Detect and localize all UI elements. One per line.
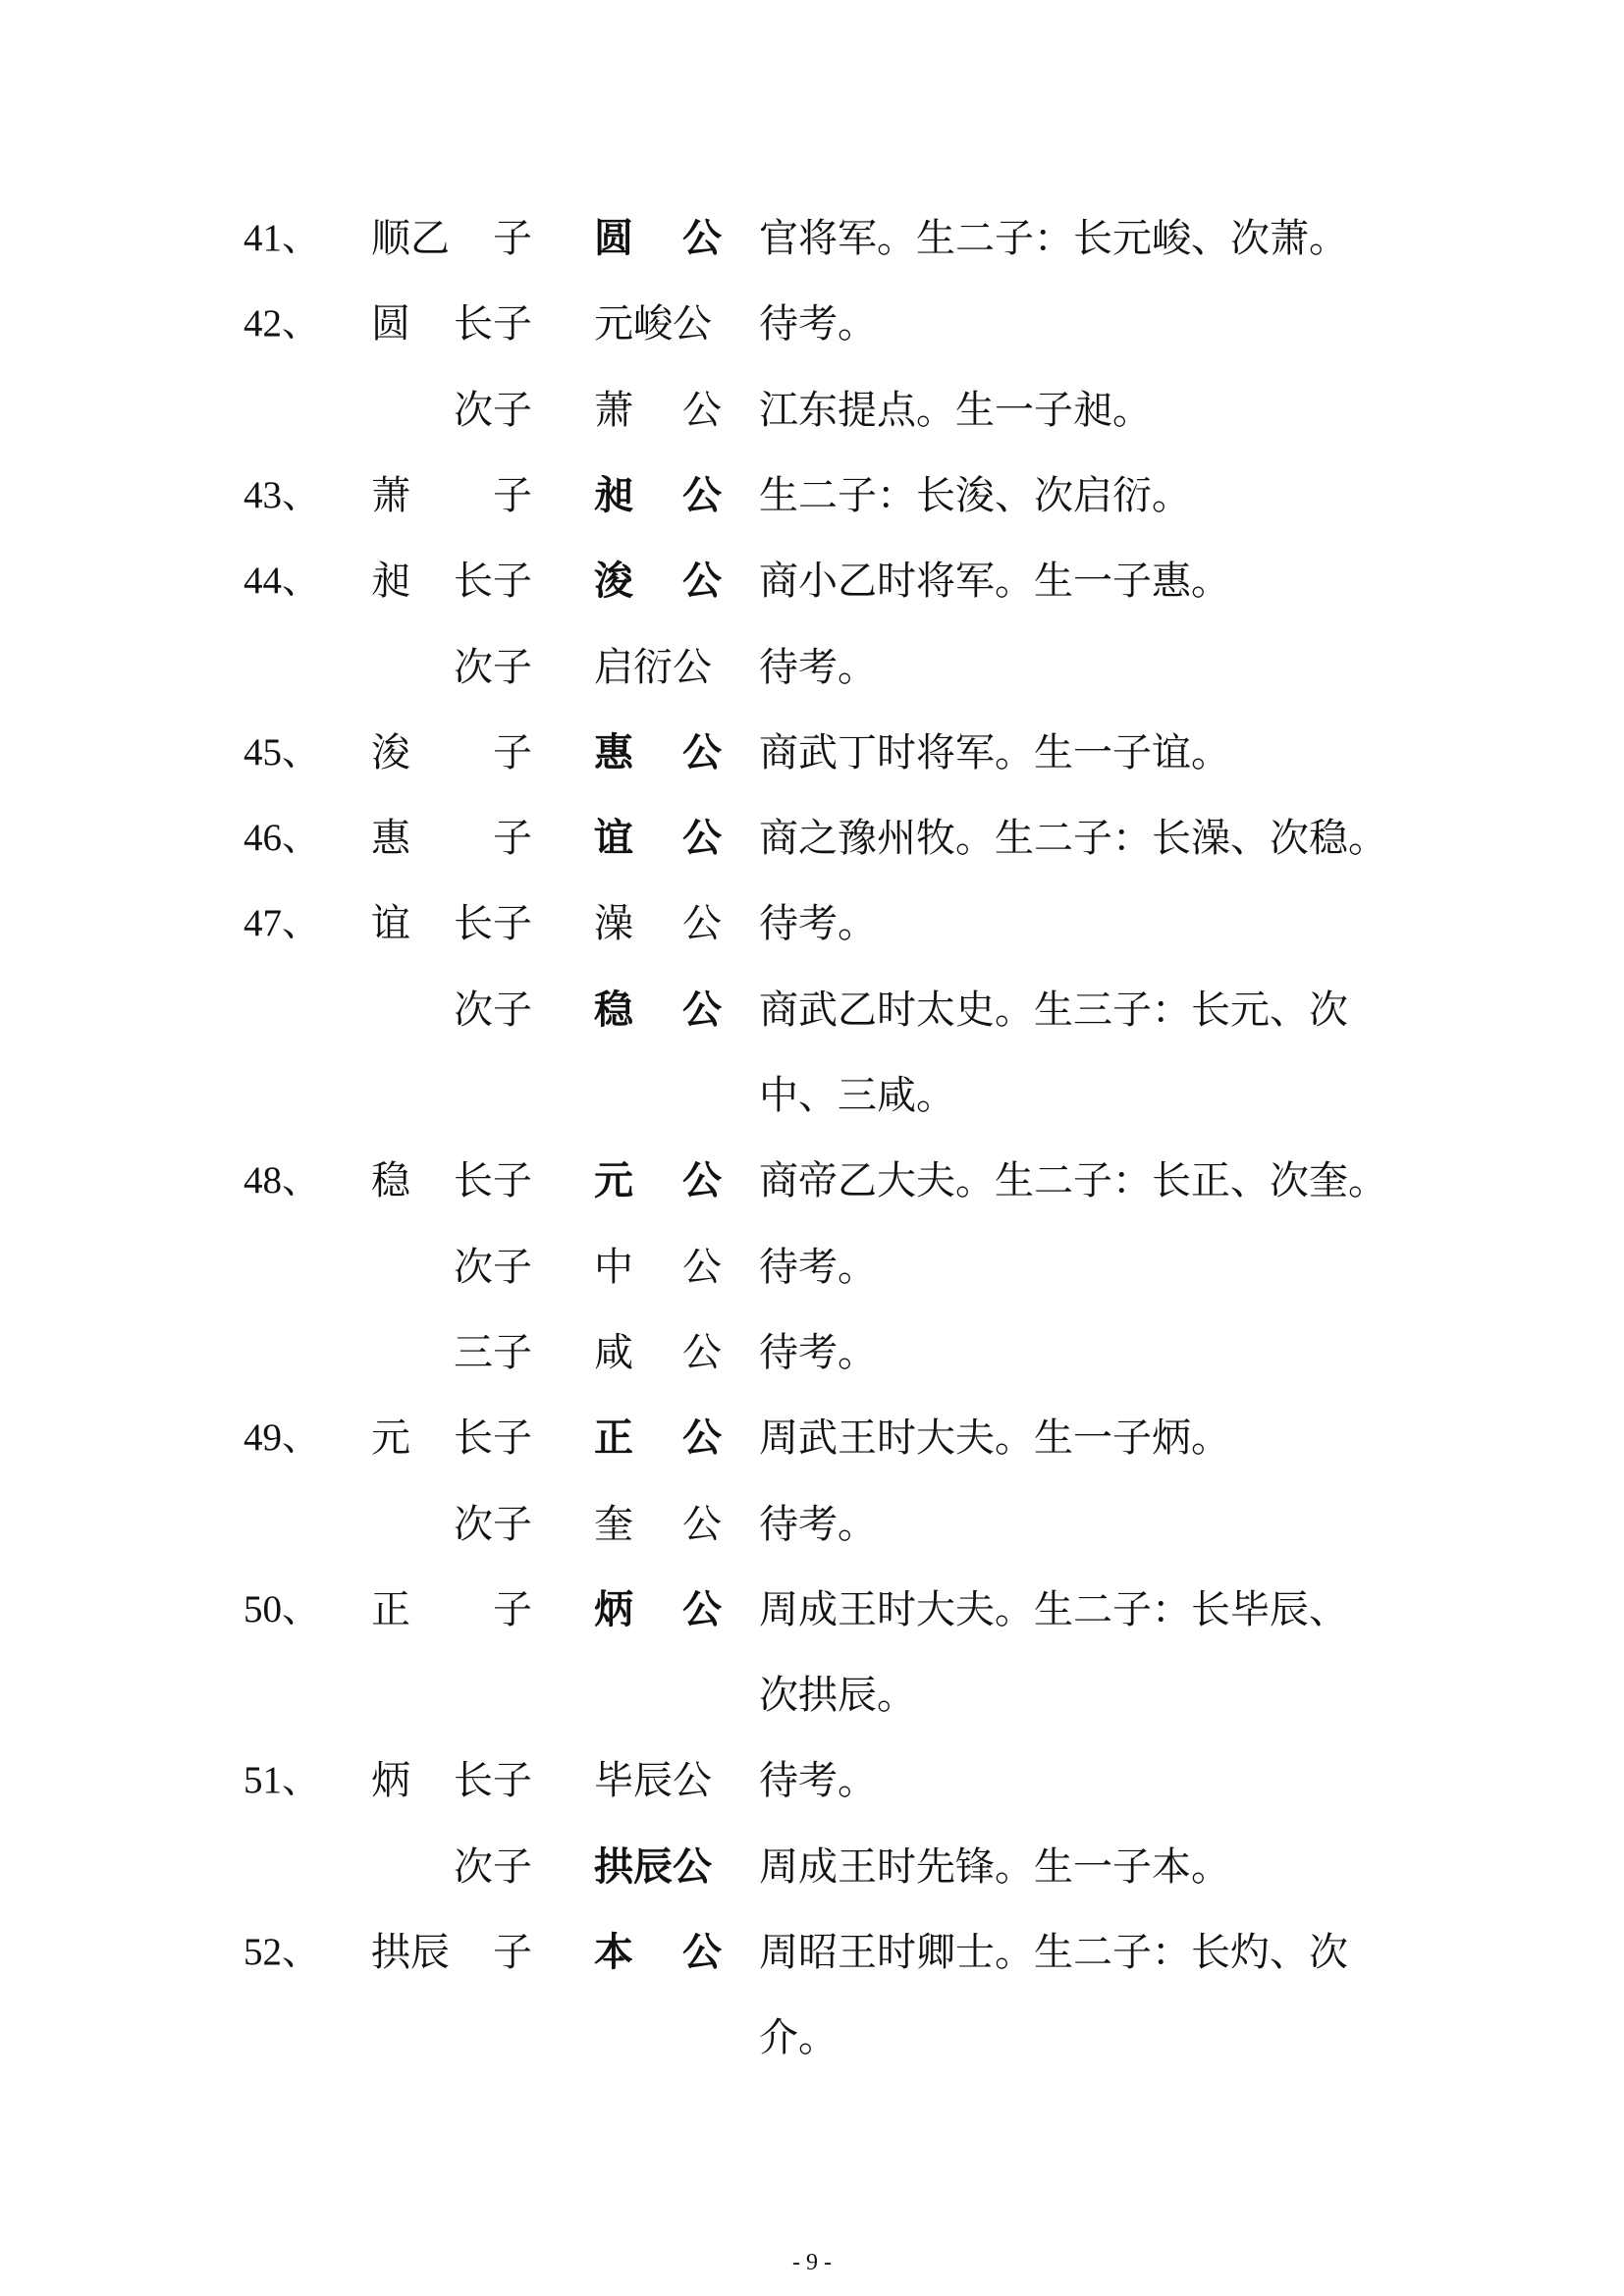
entry-line — [0, 1313, 1624, 1392]
entry-line — [0, 714, 1624, 792]
father-name: 正 — [371, 1587, 410, 1632]
father-name: 顺乙 — [371, 216, 450, 261]
relation-label: 长子 — [454, 901, 532, 946]
father-name: 昶 — [371, 559, 410, 604]
entry-line — [0, 884, 1624, 963]
relation-label: 次子 — [454, 1502, 532, 1547]
page-number: - 9 - — [792, 2250, 832, 2275]
entry-line — [0, 1913, 1624, 1992]
person-name: 元公 — [594, 1157, 722, 1203]
person-name: 炳公 — [594, 1586, 722, 1632]
entry-line — [0, 799, 1624, 878]
generation-number: 41、 — [244, 217, 321, 259]
person-name: 浚公 — [594, 558, 722, 604]
entry-line — [0, 628, 1624, 707]
description-text: 待考。 — [759, 1758, 877, 1803]
generation-number: 44、 — [244, 560, 321, 602]
entry-line — [0, 1056, 1624, 1135]
relation-label: 次子 — [454, 1245, 532, 1290]
description-text: 待考。 — [759, 901, 877, 946]
person-name: 惠公 — [594, 729, 722, 775]
person-name: 谊公 — [594, 815, 722, 861]
entry-line — [0, 371, 1624, 450]
description-text: 生二子：长浚、次启衍。 — [759, 473, 1191, 518]
father-name: 惠 — [371, 816, 410, 861]
relation-label: 子 — [493, 216, 532, 261]
generation-number: 50、 — [244, 1588, 321, 1630]
person-name: 圆公 — [594, 215, 722, 261]
father-name: 元 — [371, 1415, 410, 1461]
description-text: 商武乙时太史。生三子：长元、次 — [759, 988, 1348, 1033]
relation-label: 三子 — [454, 1330, 532, 1375]
description-text: 江东提点。生一子昶。 — [759, 388, 1152, 433]
description-text: 待考。 — [759, 1245, 877, 1290]
generation-number: 47、 — [244, 902, 321, 944]
father-name: 萧 — [371, 473, 410, 518]
description-text: 商帝乙大夫。生二子：长正、次奎。 — [759, 1158, 1387, 1203]
person-name: 启衍公 — [594, 645, 712, 690]
person-name: 澡公 — [594, 901, 722, 946]
generation-number: 46、 — [244, 817, 321, 859]
description-text: 周武王时大夫。生一子炳。 — [759, 1415, 1230, 1461]
description-text: 商武丁时将军。生一子谊。 — [759, 730, 1230, 775]
description-text: 次拱辰。 — [759, 1673, 916, 1718]
entry-line — [0, 542, 1624, 620]
father-name: 炳 — [371, 1758, 410, 1803]
entry-line — [0, 1399, 1624, 1477]
person-name: 昶公 — [594, 472, 722, 518]
person-name: 咸公 — [594, 1330, 722, 1375]
relation-label: 子 — [493, 816, 532, 861]
description-text: 待考。 — [759, 645, 877, 690]
description-text: 周昭王时卿士。生二子：长灼、次 — [759, 1930, 1348, 1975]
description-text: 待考。 — [759, 1330, 877, 1375]
entry-line — [0, 1828, 1624, 1906]
father-name: 圆 — [371, 301, 410, 347]
generation-number: 45、 — [244, 731, 321, 774]
father-name: 拱辰 — [371, 1930, 450, 1975]
father-name: 谊 — [371, 901, 410, 946]
father-name: 浚 — [371, 730, 410, 775]
relation-label: 次子 — [454, 1844, 532, 1890]
entry-line — [0, 1741, 1624, 1820]
entry-line — [0, 1656, 1624, 1735]
description-text: 介。 — [759, 2015, 838, 2060]
person-name: 中公 — [594, 1245, 722, 1290]
relation-label: 子 — [493, 1930, 532, 1975]
relation-label: 子 — [493, 1587, 532, 1632]
person-name: 本公 — [594, 1929, 722, 1975]
relation-label: 子 — [493, 473, 532, 518]
entry-line — [0, 285, 1624, 363]
entry-line — [0, 456, 1624, 535]
generation-number: 52、 — [244, 1931, 321, 1973]
person-name: 毕辰公 — [594, 1758, 712, 1803]
relation-label: 次子 — [454, 645, 532, 690]
description-text: 待考。 — [759, 1502, 877, 1547]
generation-number: 51、 — [244, 1759, 321, 1801]
person-name: 稳公 — [594, 987, 722, 1033]
relation-label: 长子 — [454, 1415, 532, 1461]
father-name: 稳 — [371, 1158, 410, 1203]
entry-line — [0, 1228, 1624, 1307]
entry-line — [0, 199, 1624, 278]
description-text: 商小乙时将军。生一子惠。 — [759, 559, 1230, 604]
description-text: 商之豫州牧。生二子：长澡、次稳。 — [759, 816, 1387, 861]
person-name: 奎公 — [594, 1502, 722, 1547]
description-text: 周成王时大夫。生二子：长毕辰、 — [759, 1587, 1348, 1632]
relation-label: 长子 — [454, 1758, 532, 1803]
relation-label: 长子 — [454, 301, 532, 347]
generation-number: 48、 — [244, 1159, 321, 1201]
description-text: 待考。 — [759, 301, 877, 347]
entry-line — [0, 971, 1624, 1049]
entry-line — [0, 1142, 1624, 1220]
person-name: 正公 — [594, 1415, 722, 1461]
person-name: 萧公 — [594, 388, 722, 433]
entry-line — [0, 1485, 1624, 1564]
entry-line — [0, 1571, 1624, 1649]
generation-number: 43、 — [244, 474, 321, 516]
description-text: 周成王时先锋。生一子本。 — [759, 1844, 1230, 1890]
relation-label: 长子 — [454, 1158, 532, 1203]
person-name: 元峻公 — [594, 301, 712, 347]
relation-label: 子 — [493, 730, 532, 775]
relation-label: 次子 — [454, 988, 532, 1033]
relation-label: 长子 — [454, 559, 532, 604]
person-name: 拱辰公 — [594, 1843, 712, 1890]
generation-number: 42、 — [244, 302, 321, 345]
generation-number: 49、 — [244, 1416, 321, 1459]
description-text: 中、三咸。 — [759, 1073, 955, 1118]
relation-label: 次子 — [454, 388, 532, 433]
description-text: 官将军。生二子：长元峻、次萧。 — [759, 216, 1348, 261]
entry-line — [0, 1999, 1624, 2077]
